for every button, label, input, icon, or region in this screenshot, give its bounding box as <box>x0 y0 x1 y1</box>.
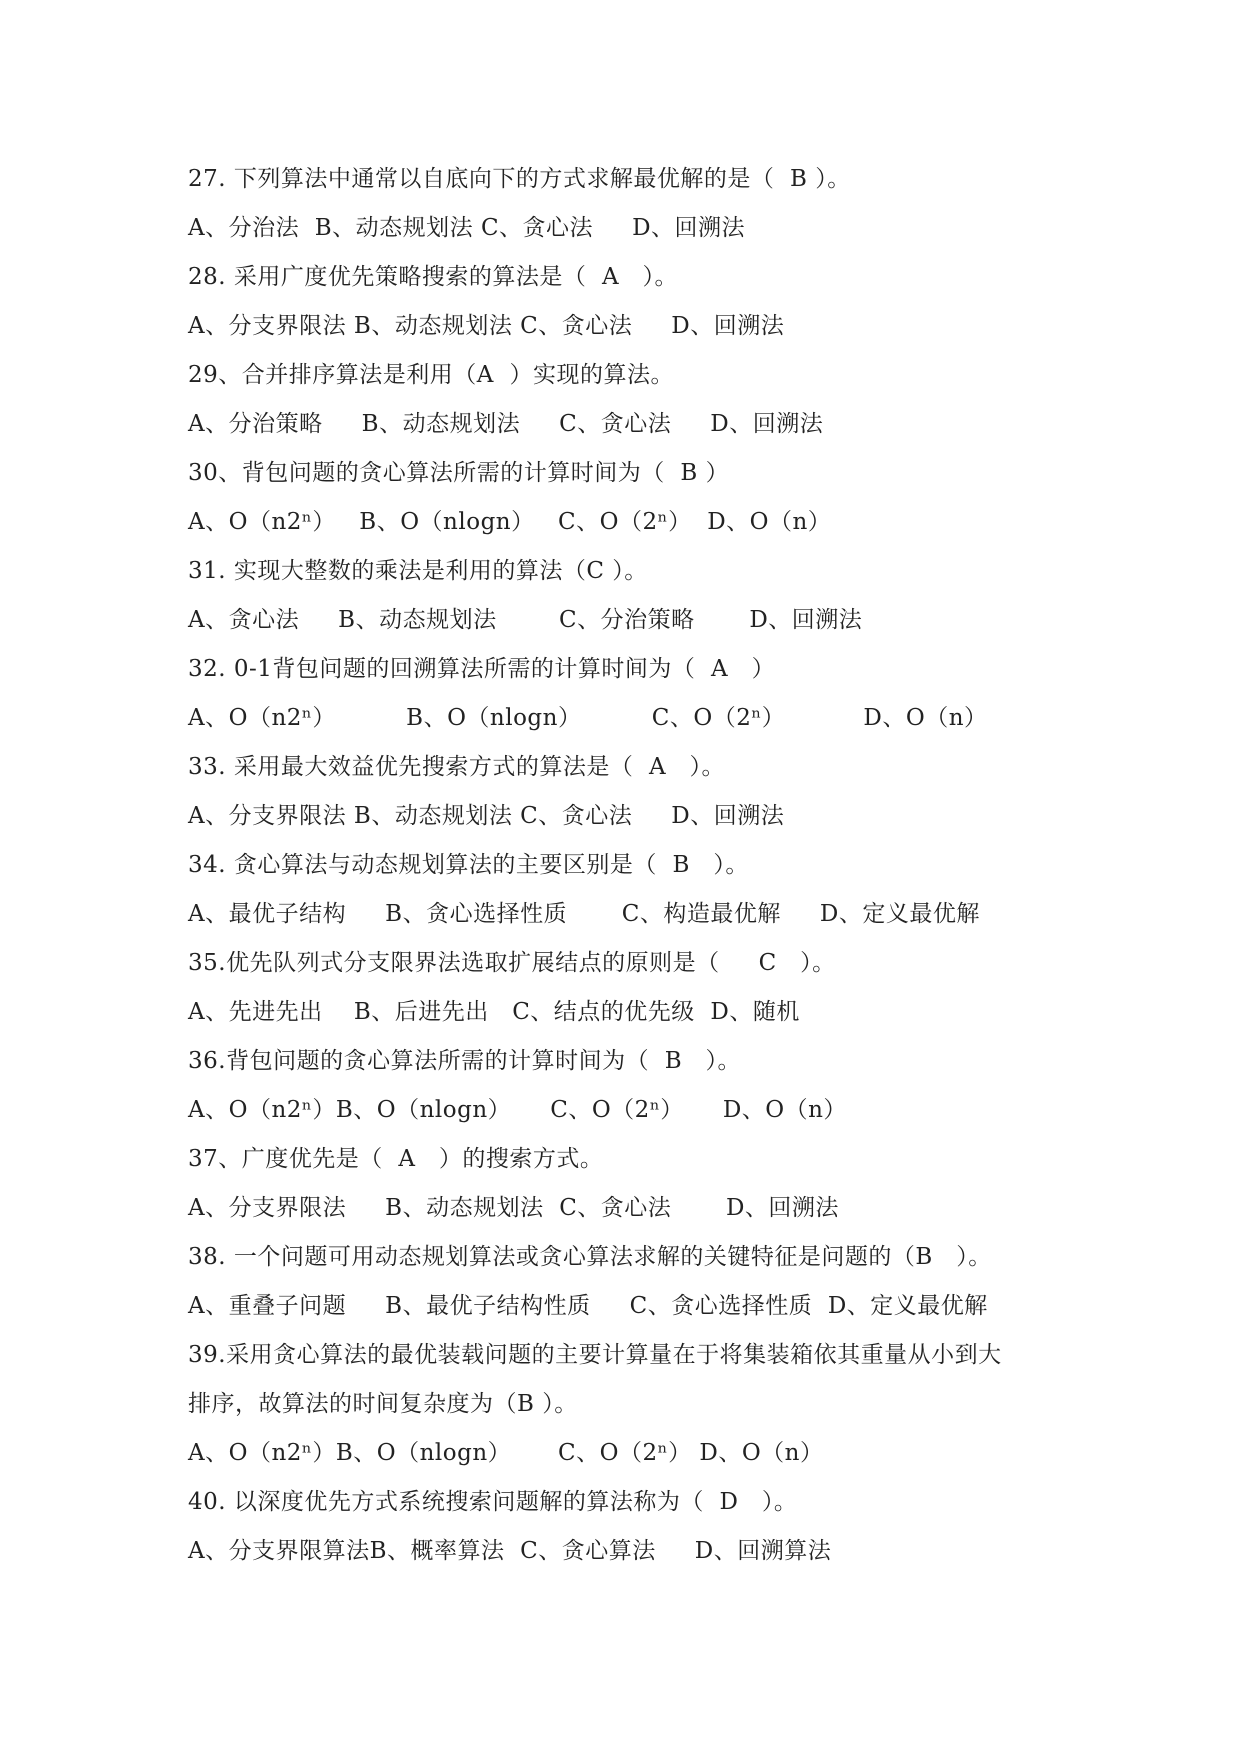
question-37: 37、广度优先是（ A ）的搜索方式。 <box>188 1146 604 1172</box>
options-27: A、分治法 B、动态规划法 C、贪心法 D、回溯法 <box>188 215 746 241</box>
options-39: A、O（n2ⁿ）B、O（nlogn） C、O（2ⁿ） D、O（n） <box>188 1440 824 1466</box>
question-39-line-2: 排序，故算法的时间复杂度为（B ）。 <box>188 1391 578 1417</box>
options-37: A、分支界限法 B、动态规划法 C、贪心法 D、回溯法 <box>188 1195 839 1221</box>
question-list <box>188 155 1068 1576</box>
options-31: A、贪心法 B、动态规划法 C、分治策略 D、回溯法 <box>188 607 863 633</box>
question-34: 34. 贪心算法与动态规划算法的主要区别是（ B ）。 <box>188 852 749 878</box>
options-38: A、重叠子问题 B、最优子结构性质 C、贪心选择性质 D、定义最优解 <box>188 1293 988 1319</box>
question-30: 30、背包问题的贪心算法所需的计算时间为（ B ） <box>188 460 730 486</box>
question-36: 36.背包问题的贪心算法所需的计算时间为（ B ）。 <box>188 1048 742 1074</box>
question-39-line-1: 39.采用贪心算法的最优装载问题的主要计算量在于将集装箱依其重量从小到大 <box>188 1342 1002 1368</box>
question-35: 35.优先队列式分支限界法选取扩展结点的原则是（ C ）。 <box>188 950 836 976</box>
options-28: A、分支界限法 B、动态规划法 C、贪心法 D、回溯法 <box>188 313 785 339</box>
options-40: A、分支界限算法B、概率算法 C、贪心算法 D、回溯算法 <box>188 1538 832 1564</box>
question-27: 27. 下列算法中通常以自底向下的方式求解最优解的是（ B ）。 <box>188 166 851 192</box>
options-33: A、分支界限法 B、动态规划法 C、贪心法 D、回溯法 <box>188 803 785 829</box>
question-29: 29、合并排序算法是利用（A ）实现的算法。 <box>188 362 674 388</box>
question-28: 28. 采用广度优先策略搜索的算法是（ A ）。 <box>188 264 679 290</box>
options-32: A、O（n2ⁿ） B、O（nlogn） C、O（2ⁿ） D、O（n） <box>188 705 988 731</box>
options-35: A、先进先出 B、后进先出 C、结点的优先级 D、随机 <box>188 999 800 1025</box>
question-40: 40. 以深度优先方式系统搜索问题解的算法称为（ D ）。 <box>188 1489 798 1515</box>
question-33: 33. 采用最大效益优先搜索方式的算法是（ A ）。 <box>188 754 726 780</box>
question-31: 31. 实现大整数的乘法是利用的算法（C ）。 <box>188 558 648 584</box>
options-34: A、最优子结构 B、贪心选择性质 C、构造最优解 D、定义最优解 <box>188 901 980 927</box>
options-36: A、O（n2ⁿ）B、O（nlogn） C、O（2ⁿ） D、O（n） <box>188 1097 847 1123</box>
options-30: A、O（n2ⁿ） B、O（nlogn） C、O（2ⁿ） D、O（n） <box>188 509 832 535</box>
question-32: 32. 0-1背包问题的回溯算法所需的计算时间为（ A ） <box>188 656 776 682</box>
question-38: 38. 一个问题可用动态规划算法或贪心算法求解的关键特征是问题的（B ）。 <box>188 1244 992 1270</box>
options-29: A、分治策略 B、动态规划法 C、贪心法 D、回溯法 <box>188 411 824 437</box>
